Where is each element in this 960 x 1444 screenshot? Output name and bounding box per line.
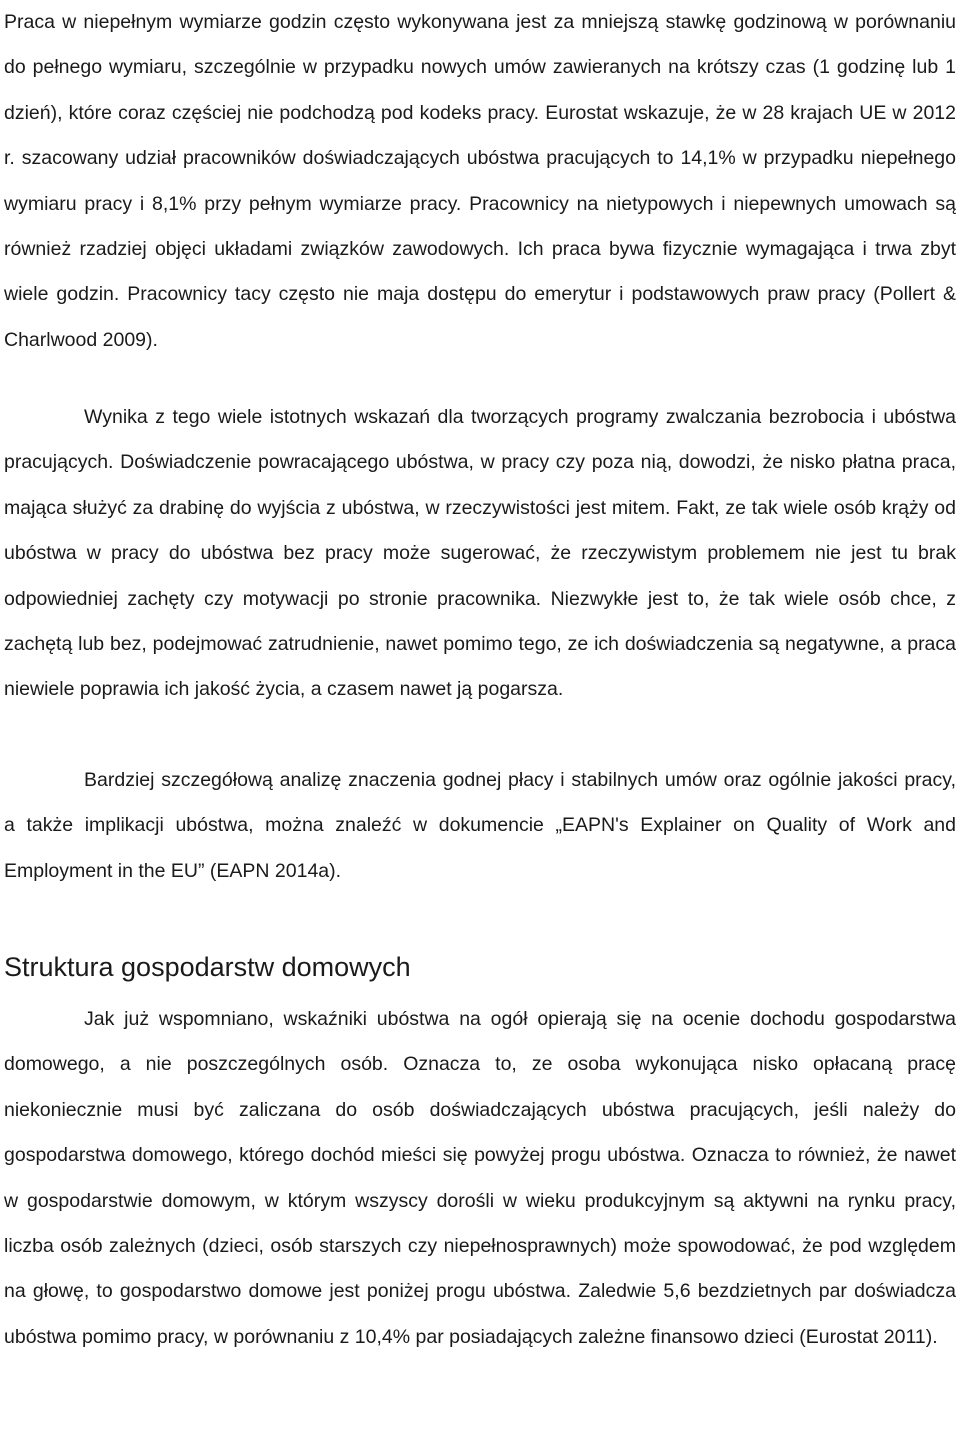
paragraph-part-time-work: Praca w niepełnym wymiarze godzin często wykonywana jest za mniejszą stawkę godzinową w porównaniu do pełnego wymiaru, szczególnie w przypadku nowych umów zawieranych na krótszy czas (1 godzinę lub 1 dzień), które coraz częściej nie podchodzą pod kodeks pracy. Eurostat wskazuje, że w 28 krajach UE w 2012 r. szacowany udział pracowników doświadczających ubóstwa pracujących to 14,1% w przypadku niepełnego wymiaru pracy i 8,1% przy pełnym wymiarze pracy. Pracownicy na nietypowych i niepewnych umowach są również rzadziej objęci układami związków zawodowych. Ich praca bywa fizycznie wymagająca i trwa zbyt wiele godzin. Pracownicy tacy często nie maja dostępu do emerytur i podstawowych praw pracy (Pollert & Charlwood 2009). (4, 11, 956, 351)
paragraph-eapn-reference: Bardziej szczegółową analizę znaczenia godnej płacy i stabilnych umów oraz ogólnie jakości pracy, a także implikacji ubóstwa, można znaleźć w dokumencie „EAPN's Explainer on Quality of Work and Employment in the EU” (EAPN 2014a). (4, 769, 956, 882)
paragraph-implications: Wynika z tego wiele istotnych wskazań dla tworzących programy zwalczania bezrobocia i ubóstwa pracujących. Doświadczenie powracającego ubóstwa, w pracy czy poza nią, dowodzi, że nisko płatna praca, mająca służyć za drabinę do wyjścia z ubóstwa, w rzeczywistości jest mitem. Fakt, ze tak wiele osób krąży od ubóstwa w pracy do ubóstwa bez pracy może sugerować, że rzeczywistym problemem nie jest tu brak odpowiedniej zachęty czy motywacji po stronie pracownika. Niezwykłe jest to, że tak wiele osób chce, z zachętą lub bez, podejmować zatrudnienie, nawet pomimo tego, ze ich doświadczenia są negatywne, a praca niewiele poprawia ich jakość życia, a czasem nawet ją pogarsza. (4, 406, 956, 701)
section-heading: Struktura gospodarstw domowych (4, 952, 411, 982)
paragraph-household-structure: Jak już wspomniano, wskaźniki ubóstwa na ogół opierają się na ocenie dochodu gospodarstwa domowego, a nie poszczególnych osób. Oznacza to, ze osoba wykonująca nisko opłacaną pracę niekoniecznie musi być zaliczana do osób doświadczających ubóstwa pracujących, jeśli należy do gospodarstwa domowego, którego dochód mieści się powyżej progu ubóstwa. Oznacza to również, że nawet w gospodarstwie domowym, w którym wszyscy dorośli w wieku produkcyjnym są aktywni na rynku pracy, liczba osób zależnych (dzieci, osób starszych czy niepełnosprawnych) może spowodować, że pod względem na głowę, to gospodarstwo domowe jest poniżej progu ubóstwa. Zaledwie 5,6 bezdzietnych par doświadcza ubóstwa pomimo pracy, w porównaniu z 10,4% par posiadających zależne finansowo dzieci (Eurostat 2011). (4, 1008, 956, 1348)
